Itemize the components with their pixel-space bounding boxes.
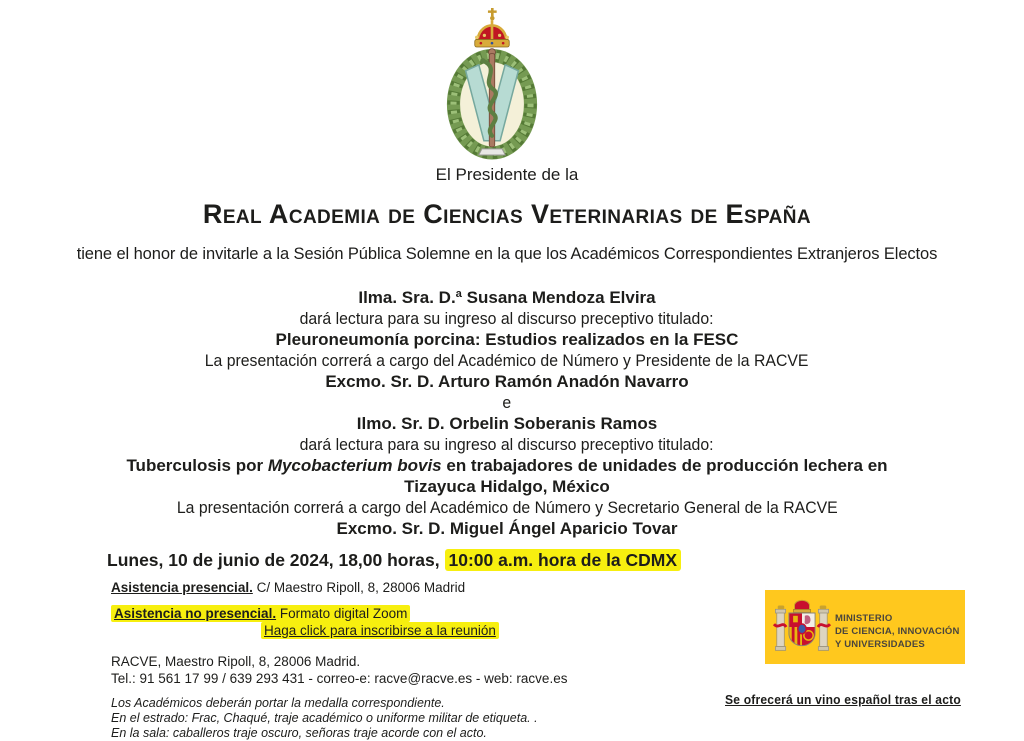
racve-contact: Tel.: 91 561 17 99 / 639 293 431 - correo-e: racve@racve.es - web: racve.es (111, 671, 568, 686)
presenter1-name: Excmo. Sr. D. Arturo Ramón Anadón Navarro (325, 372, 689, 391)
wine-note: Se ofrecerá un vino español tras el acto (725, 692, 961, 707)
ministry-line-2: DE CIENCIA, INNOVACIÓN (835, 626, 960, 637)
lecture2-title-line1 (0, 455, 1014, 476)
zoom-registration-link[interactable]: Haga click para inscribirse a la reunión (261, 622, 499, 639)
remote-format: Formato digital Zoom (276, 606, 408, 621)
lecture2-title-suffix: en trabajadores de unidades de producción lechera en (441, 456, 888, 475)
zoom-link-line (261, 623, 681, 638)
dress-note-1: Los Académicos deberán portar la medalla correspondiente. (111, 696, 445, 710)
dress-note-2: En el estrado: Frac, Chaqué, traje académico o uniforme militar de etiqueta. . (111, 711, 538, 725)
spain-coat-of-arms-icon (774, 598, 830, 656)
crown-icon (475, 8, 509, 47)
lecture-intro-1: dará lectura para su ingreso al discurso preceptivo titulado: (300, 309, 714, 328)
cdmx-time-highlight: 10:00 a.m. hora de la CDMX (445, 549, 682, 571)
racve-crest-icon (447, 8, 537, 158)
presential-label: Asistencia presencial. (111, 580, 253, 595)
ministry-line-3: Y UNIVERSIDADES (835, 639, 925, 650)
ministry-line-1: MINISTERIO (835, 613, 893, 624)
presenter2-name: Excmo. Sr. D. Miguel Ángel Aparicio Tovar (336, 519, 678, 538)
racve-address: RACVE, Maestro Ripoll, 8, 28006 Madrid. (111, 654, 361, 669)
dress-note-3: En la sala: caballeros traje oscuro, señoras traje acorde con el acto. (111, 726, 487, 740)
lecture2-title-line2: Tizayuca Hidalgo, México (404, 477, 610, 496)
lecture1-title: Pleuroneumonía porcina: Estudios realizados en la FESC (275, 330, 739, 349)
presenter-line: El Presidente de la (435, 165, 579, 184)
academy-title: Real Academia de Ciencias Veterinarias de España (202, 199, 812, 229)
remote-line (111, 606, 681, 621)
speaker1-name: Ilma. Sra. D.ª Susana Mendoza Elvira (358, 288, 656, 307)
presentation-note-1: La presentación correrá a cargo del Académico de Número y Presidente de la RACVE (205, 351, 809, 370)
scroll-icon (479, 149, 505, 155)
conjunction-e: e (502, 393, 512, 412)
dress-code-notes (111, 696, 681, 741)
presential-address: C/ Maestro Ripoll, 8, 28006 Madrid (252, 580, 466, 595)
presentation-note-2: La presentación correrá a cargo del Académico de Número y Secretario General de la RACVE (176, 498, 838, 517)
ministry-name (835, 612, 960, 651)
lecture2-species-italic: Mycobacterium bovis (267, 456, 442, 475)
date-line (107, 550, 681, 571)
remote-label: Asistencia no presencial. (114, 606, 277, 621)
invitation-line: tiene el honor de invitarle a la Sesión Pública Solemne en la que los Académicos Correspondientes Extranjeros Electos (76, 245, 938, 263)
program-block (0, 287, 1014, 539)
presential-line (111, 580, 681, 595)
lecture-intro-2: dará lectura para su ingreso al discurso preceptivo titulado: (300, 435, 714, 454)
event-details-block (107, 550, 681, 741)
lecture2-title-prefix: Tuberculosis por (126, 456, 268, 475)
ministry-logo (765, 590, 965, 664)
speaker2-name: Ilmo. Sr. D. Orbelin Soberanis Ramos (356, 414, 658, 433)
date-text: Lunes, 10 de junio de 2024, 18,00 horas, (107, 550, 445, 570)
